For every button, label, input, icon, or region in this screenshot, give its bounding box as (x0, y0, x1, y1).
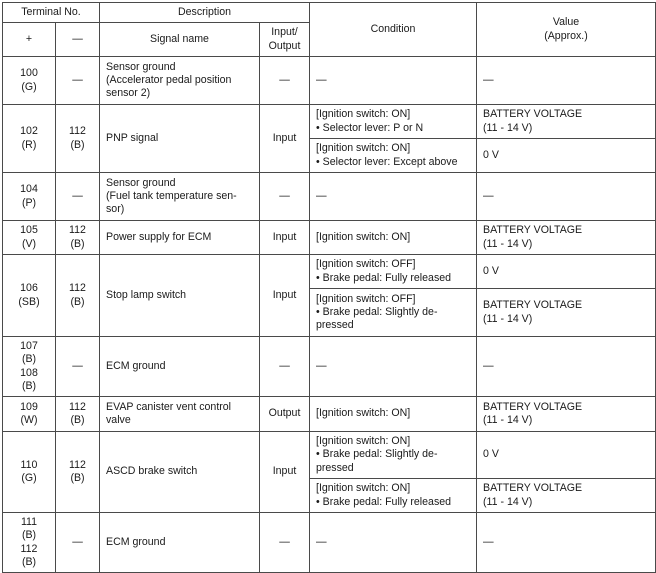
terminal-spec-table (2, 2, 656, 573)
description-header: Description (100, 3, 310, 23)
condition-header: Condition (310, 3, 477, 57)
value: 0 V (477, 432, 656, 479)
table-row (3, 513, 656, 573)
condition: [Ignition switch: ON] • Selector lever: P or N (310, 105, 477, 139)
signal-name: Sensor ground (Fuel tank temperature sen- sor) (100, 173, 260, 221)
signal-name: Sensor ground (Accelerator pedal position sensor 2) (100, 57, 260, 105)
condition: — (310, 57, 477, 105)
value: BATTERY VOLTAGE (11 - 14 V) (477, 221, 656, 255)
condition: [Ignition switch: ON] • Brake pedal: Slightly de- pressed (310, 432, 477, 479)
minus-terminal: 112 (B) (56, 105, 100, 173)
minus-terminal: 112 (B) (56, 432, 100, 513)
plus-terminal: 105 (V) (3, 221, 56, 255)
condition: [Ignition switch: ON] • Selector lever: Except above (310, 139, 477, 173)
table-row (3, 337, 656, 397)
table-row (3, 105, 656, 139)
value: — (477, 513, 656, 573)
input-output: Input (260, 221, 310, 255)
plus-terminal: 100 (G) (3, 57, 56, 105)
plus-terminal: 110 (G) (3, 432, 56, 513)
condition: — (310, 173, 477, 221)
signal-name: PNP signal (100, 105, 260, 173)
input-output: Input (260, 255, 310, 337)
condition: [Ignition switch: ON] • Brake pedal: Fully released (310, 479, 477, 513)
signal-name-header: Signal name (100, 23, 260, 57)
plus-terminal: 102 (R) (3, 105, 56, 173)
condition: — (310, 513, 477, 573)
table-row (3, 255, 656, 289)
value-header: Value (Approx.) (477, 3, 656, 57)
value: — (477, 337, 656, 397)
condition: [Ignition switch: OFF] • Brake pedal: Fully released (310, 255, 477, 289)
plus-terminal: 104 (P) (3, 173, 56, 221)
input-output-header: Input/ Output (260, 23, 310, 57)
value: BATTERY VOLTAGE (11 - 14 V) (477, 105, 656, 139)
plus-terminal-header: + (3, 23, 56, 57)
table-row (3, 221, 656, 255)
minus-terminal: — (56, 173, 100, 221)
input-output: — (260, 513, 310, 573)
value: — (477, 57, 656, 105)
minus-terminal: 112 (B) (56, 221, 100, 255)
minus-terminal: — (56, 337, 100, 397)
signal-name: Stop lamp switch (100, 255, 260, 337)
header-row-top (3, 3, 656, 23)
plus-terminal: 111 (B) 112 (B) (3, 513, 56, 573)
value: BATTERY VOLTAGE (11 - 14 V) (477, 397, 656, 432)
value: BATTERY VOLTAGE (11 - 14 V) (477, 479, 656, 513)
signal-name: ECM ground (100, 513, 260, 573)
input-output: — (260, 57, 310, 105)
table-row (3, 397, 656, 432)
terminal-no-header: Terminal No. (3, 3, 100, 23)
input-output: Input (260, 432, 310, 513)
signal-name: ECM ground (100, 337, 260, 397)
signal-name: ASCD brake switch (100, 432, 260, 513)
value: BATTERY VOLTAGE (11 - 14 V) (477, 289, 656, 337)
input-output: — (260, 173, 310, 221)
signal-name: Power supply for ECM (100, 221, 260, 255)
table-row (3, 432, 656, 479)
plus-terminal: 109 (W) (3, 397, 56, 432)
condition: [Ignition switch: OFF] • Brake pedal: Slightly de- pressed (310, 289, 477, 337)
minus-terminal: — (56, 57, 100, 105)
condition: [Ignition switch: ON] (310, 221, 477, 255)
table-row (3, 57, 656, 105)
plus-terminal: 106 (SB) (3, 255, 56, 337)
condition: [Ignition switch: ON] (310, 397, 477, 432)
plus-terminal: 107 (B) 108 (B) (3, 337, 56, 397)
table-row (3, 173, 656, 221)
input-output: Input (260, 105, 310, 173)
minus-terminal: 112 (B) (56, 397, 100, 432)
minus-terminal: — (56, 513, 100, 573)
input-output: Output (260, 397, 310, 432)
condition: — (310, 337, 477, 397)
signal-name: EVAP canister vent control valve (100, 397, 260, 432)
input-output: — (260, 337, 310, 397)
minus-terminal-header: — (56, 23, 100, 57)
value: 0 V (477, 139, 656, 173)
value: — (477, 173, 656, 221)
value: 0 V (477, 255, 656, 289)
minus-terminal: 112 (B) (56, 255, 100, 337)
